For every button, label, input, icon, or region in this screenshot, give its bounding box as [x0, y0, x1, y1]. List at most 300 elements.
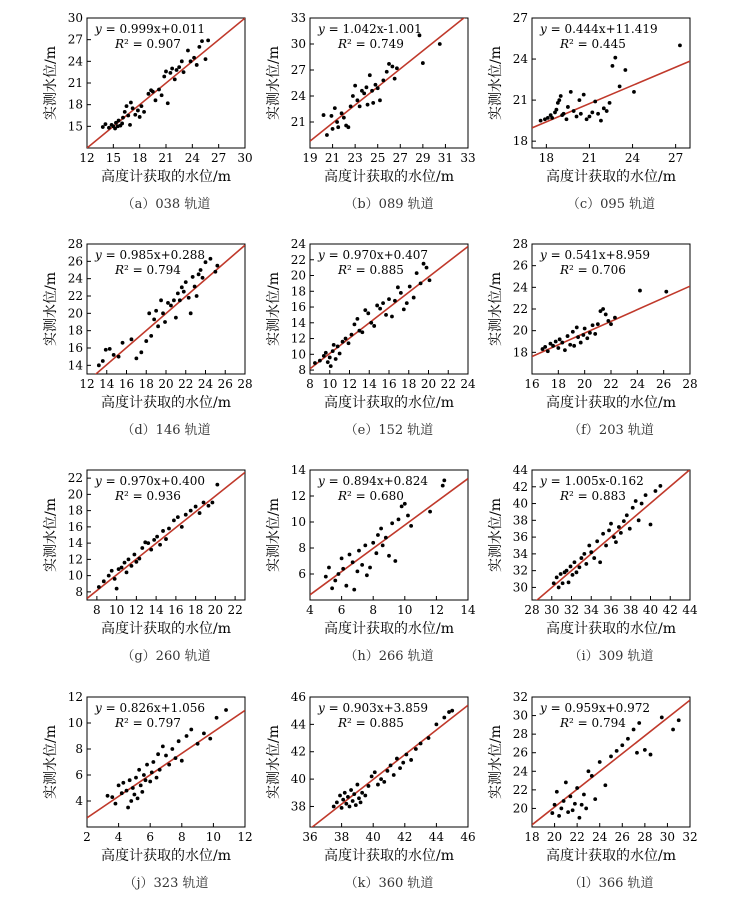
x-tick-label: 20 [158, 377, 174, 391]
data-point [677, 718, 681, 722]
data-point [107, 574, 111, 578]
data-point [649, 523, 653, 527]
chart-panel [487, 11, 690, 212]
x-axis-label: 高度计获取的水位/m [546, 848, 676, 864]
data-point [150, 771, 154, 775]
data-point [137, 768, 141, 772]
data-point [588, 115, 592, 119]
data-point [152, 318, 156, 322]
x-tick-label: 16 [168, 603, 184, 617]
x-axis-label: 高度计获取的水位/m [546, 395, 676, 411]
data-point [435, 722, 439, 726]
data-point [671, 728, 675, 732]
data-point [376, 86, 380, 90]
data-point [189, 509, 193, 513]
data-point [121, 341, 125, 345]
data-point [121, 781, 125, 785]
y-tick-label: 24 [290, 237, 306, 251]
data-point [351, 560, 355, 564]
x-tick-label: 18 [138, 377, 154, 391]
data-point [369, 321, 373, 325]
data-point [372, 324, 376, 328]
data-point [156, 752, 160, 756]
data-point [160, 93, 164, 97]
data-point [422, 262, 426, 266]
data-point [397, 518, 401, 522]
y-tick-label: 18 [512, 345, 528, 360]
data-point [393, 77, 397, 81]
data-point [117, 119, 121, 123]
data-point [399, 291, 403, 295]
data-point [381, 79, 385, 83]
data-point [374, 551, 378, 555]
data-point [572, 109, 576, 113]
x-tick-label: 28 [237, 377, 253, 391]
data-point [578, 565, 582, 569]
x-tick-label: 22 [440, 377, 456, 391]
x-tick-label: 27 [211, 151, 227, 165]
x-tick-label: 44 [682, 603, 698, 617]
x-tick-label: 28 [524, 603, 540, 617]
data-point [151, 90, 155, 94]
data-point [370, 89, 374, 93]
data-point [342, 116, 346, 120]
data-point [170, 67, 174, 71]
data-point [324, 351, 328, 355]
data-point [412, 296, 416, 300]
y-axis-label: 实测水位/m [43, 498, 59, 572]
data-point [414, 747, 418, 751]
y-tick-label: 16 [290, 300, 306, 315]
data-point [161, 311, 165, 315]
data-point [110, 569, 114, 573]
chart-caption: （g）260 轨道 [121, 649, 211, 664]
data-point [557, 98, 561, 102]
data-point [368, 73, 372, 77]
data-point [622, 519, 626, 523]
data-point [130, 337, 134, 341]
x-tick-label: 24 [460, 377, 476, 391]
x-tick-label: 10 [205, 830, 222, 844]
data-point [425, 266, 429, 270]
data-point [563, 348, 567, 352]
data-point [198, 511, 202, 515]
x-tick-label: 18 [401, 377, 417, 391]
y-tick-label: 22 [290, 252, 306, 267]
y-tick-label: 22 [512, 302, 528, 316]
data-point [382, 780, 386, 784]
data-point [390, 521, 394, 525]
data-point [632, 728, 636, 732]
data-point [649, 753, 653, 757]
data-point [191, 275, 195, 279]
data-point [336, 125, 340, 129]
fit-line [532, 61, 690, 128]
data-point [585, 336, 589, 340]
y-tick-label: 44 [290, 717, 306, 732]
data-point [138, 115, 142, 119]
data-point [169, 304, 173, 308]
y-tick-label: 8 [298, 363, 306, 378]
x-axis-label: 高度计获取的水位/m [324, 621, 454, 637]
y-tick-label: 30 [512, 580, 528, 595]
y-tick-label: 26 [67, 254, 83, 269]
x-axis-label: 高度计获取的水位/m [324, 848, 454, 864]
data-point [164, 70, 168, 74]
y-tick-label: 12 [290, 331, 306, 346]
x-tick-label: 20 [207, 603, 224, 617]
data-point [127, 557, 131, 561]
data-point [176, 515, 180, 519]
fit-equation: y = 1.042x-1.001 [318, 22, 422, 36]
data-point [125, 570, 129, 574]
x-tick-label: 15 [105, 151, 121, 165]
data-point [329, 364, 333, 368]
data-point [619, 531, 623, 535]
data-point [163, 320, 167, 324]
x-axis-label: 高度计获取的水位/m [324, 169, 454, 185]
data-point [575, 115, 579, 119]
data-point [401, 761, 405, 765]
y-tick-label: 10 [290, 347, 306, 362]
x-tick-label: 10 [397, 603, 413, 617]
y-tick-label: 30 [512, 708, 528, 723]
data-point [554, 340, 558, 344]
data-point [367, 784, 371, 788]
data-point [603, 783, 607, 787]
chart-panel [265, 463, 476, 664]
data-point [658, 484, 662, 488]
data-point [569, 565, 573, 569]
data-point [108, 347, 112, 351]
data-point [331, 349, 335, 353]
y-tick-label: 28 [512, 727, 528, 742]
fit-equation: y = 0.541x+8.959 [540, 248, 650, 262]
data-point [387, 297, 391, 301]
data-point [142, 773, 146, 777]
data-point [332, 343, 336, 347]
data-point [618, 85, 622, 89]
data-point [635, 751, 639, 755]
chart-caption: （e）152 轨道 [344, 423, 434, 438]
x-tick-label: 12 [128, 603, 145, 617]
data-point [591, 323, 595, 327]
x-tick-label: 18 [538, 151, 555, 165]
y-tick-label: 36 [512, 530, 528, 545]
data-point [379, 527, 383, 531]
data-point [133, 113, 137, 117]
data-point [356, 98, 360, 102]
data-point [602, 106, 606, 110]
data-point [161, 745, 165, 749]
data-point [177, 739, 181, 743]
data-point [335, 800, 339, 804]
data-point [185, 734, 189, 738]
data-point [601, 532, 605, 536]
data-point [553, 803, 557, 807]
data-point [559, 807, 563, 811]
data-point [376, 783, 380, 787]
data-point [609, 755, 613, 759]
y-axis-label: 实测水位/m [43, 46, 59, 120]
data-point [148, 780, 152, 784]
x-tick-label: 32 [682, 830, 698, 844]
x-tick-label: 2 [83, 830, 91, 844]
data-point [174, 756, 178, 760]
data-point [609, 322, 613, 326]
r-squared-label: R² = 0.907 [115, 37, 181, 51]
data-point [126, 806, 130, 810]
x-tick-label: 8 [306, 377, 314, 391]
data-point [415, 271, 419, 275]
data-point [337, 572, 341, 576]
y-tick-label: 16 [67, 341, 83, 355]
y-tick-label: 16 [67, 519, 83, 534]
r-squared-label: R² = 0.885 [338, 263, 404, 277]
x-tick-label: 18 [132, 151, 148, 165]
r-squared-label: R² = 0.706 [560, 263, 626, 277]
data-point [643, 748, 647, 752]
data-point [572, 344, 576, 348]
data-point [331, 127, 335, 131]
y-tick-label: 28 [67, 237, 83, 251]
data-point [186, 49, 190, 53]
data-point [341, 340, 345, 344]
fit-equation: y = 0.894x+0.824 [318, 474, 428, 488]
data-point [579, 556, 583, 560]
data-point [565, 569, 569, 573]
x-tick-label: 26 [217, 377, 233, 391]
data-point [142, 110, 146, 114]
y-tick-label: 27 [512, 11, 528, 25]
chart-panel [42, 237, 253, 438]
x-tick-label: 4 [114, 830, 123, 844]
data-point [158, 768, 162, 772]
data-point [101, 359, 105, 363]
data-point [427, 736, 431, 740]
data-point [409, 524, 413, 528]
data-point [543, 345, 547, 349]
x-tick-label: 36 [302, 830, 318, 844]
y-tick-label: 21 [67, 76, 83, 90]
data-point [120, 791, 124, 795]
data-point [328, 356, 332, 360]
x-tick-label: 46 [460, 830, 476, 844]
data-point [348, 553, 352, 557]
data-point [152, 538, 156, 542]
data-point [166, 301, 170, 305]
r-squared-label: R² = 0.885 [338, 716, 404, 730]
data-point [579, 341, 583, 345]
data-point [637, 721, 641, 725]
data-point [573, 802, 577, 806]
x-tick-label: 36 [603, 603, 619, 617]
y-tick-label: 26 [512, 745, 528, 760]
x-tick-label: 20 [546, 830, 563, 844]
x-tick-label: 12 [79, 377, 95, 391]
data-point [121, 116, 125, 120]
data-point [615, 749, 619, 753]
data-point [390, 315, 394, 319]
data-point [637, 518, 641, 522]
data-point [357, 549, 361, 553]
x-tick-label: 14 [148, 603, 164, 617]
data-point [115, 587, 119, 591]
data-point [582, 93, 586, 97]
y-tick-label: 20 [290, 268, 306, 283]
data-point [192, 56, 196, 60]
data-point [405, 301, 409, 305]
y-tick-label: 24 [512, 52, 528, 67]
data-point [167, 763, 171, 767]
data-point [129, 799, 133, 803]
x-tick-label: 14 [361, 377, 377, 391]
x-tick-label: 24 [184, 151, 200, 165]
y-tick-label: 32 [512, 690, 528, 704]
data-point [576, 335, 580, 339]
data-point [428, 510, 432, 514]
data-point [213, 270, 217, 274]
data-point [613, 316, 617, 320]
y-axis-label: 实测水位/m [43, 725, 59, 799]
data-point [147, 311, 151, 315]
data-point [393, 299, 397, 303]
data-point [356, 317, 360, 321]
r-squared-label: R² = 0.797 [115, 716, 181, 730]
data-point [559, 572, 563, 576]
data-point [178, 298, 182, 302]
x-tick-label: 21 [324, 151, 341, 165]
data-point [599, 119, 603, 123]
data-point [195, 63, 199, 67]
x-tick-label: 20 [577, 377, 593, 391]
data-point [330, 114, 334, 118]
chart-panel [265, 237, 476, 438]
data-point [582, 793, 586, 797]
data-point [596, 322, 600, 326]
data-point [561, 581, 565, 585]
data-point [613, 56, 617, 60]
data-point [660, 716, 664, 720]
data-point [335, 120, 339, 124]
data-point [371, 101, 375, 105]
data-point [392, 773, 396, 777]
r-squared-label: R² = 0.936 [115, 489, 181, 503]
y-tick-label: 8 [75, 584, 83, 599]
x-tick-label: 12 [79, 151, 95, 165]
data-point [351, 94, 355, 98]
data-point [134, 357, 138, 361]
data-point [102, 579, 106, 583]
data-point [664, 290, 668, 294]
y-tick-label: 22 [67, 471, 83, 486]
y-tick-label: 24 [67, 54, 83, 69]
x-tick-label: 31 [437, 151, 454, 165]
data-point [578, 98, 582, 102]
data-point [442, 716, 446, 720]
data-point [578, 816, 582, 820]
x-tick-label: 12 [237, 830, 253, 844]
data-point [343, 791, 347, 795]
data-point [587, 769, 591, 773]
data-point [557, 586, 561, 590]
data-point [326, 360, 330, 364]
chart-panel [42, 690, 253, 891]
x-tick-label: 6 [146, 830, 155, 844]
data-point [104, 122, 108, 126]
data-point [114, 802, 118, 806]
fit-equation: y = 1.005x-0.162 [540, 474, 644, 488]
x-tick-label: 30 [544, 603, 560, 617]
data-point [131, 106, 135, 110]
data-point [379, 777, 383, 781]
data-point [184, 513, 188, 517]
x-tick-label: 42 [397, 830, 413, 844]
data-point [204, 57, 208, 61]
data-point [340, 806, 344, 810]
data-point [580, 803, 584, 807]
y-tick-label: 33 [290, 11, 306, 25]
r-squared-label: R² = 0.445 [560, 37, 626, 51]
chart-caption: （h）266 轨道 [344, 649, 434, 664]
data-point [341, 798, 345, 802]
data-point [620, 743, 624, 747]
data-point [161, 529, 165, 533]
data-point [336, 345, 340, 349]
data-point [187, 296, 191, 300]
data-point [625, 513, 629, 517]
data-point [346, 125, 350, 129]
y-tick-label: 21 [512, 93, 528, 108]
y-tick-label: 18 [290, 284, 306, 299]
data-point [180, 759, 184, 763]
data-point [327, 566, 331, 570]
y-axis-label: 实测水位/m [266, 498, 282, 572]
x-tick-label: 8 [177, 830, 186, 844]
x-tick-label: 22 [227, 603, 243, 617]
y-tick-label: 14 [290, 463, 306, 477]
fit-equation: y = 0.444x+11.419 [540, 22, 658, 36]
x-tick-label: 27 [392, 151, 408, 165]
x-tick-label: 4 [306, 603, 314, 617]
x-tick-label: 10 [108, 603, 125, 617]
x-tick-label: 14 [99, 377, 115, 391]
data-point [194, 505, 198, 509]
data-point [356, 783, 360, 787]
data-point [402, 307, 406, 311]
data-point [140, 790, 144, 794]
data-point [106, 794, 110, 798]
data-point [180, 525, 184, 529]
data-point [134, 776, 138, 780]
y-tick-label: 12 [290, 489, 306, 503]
data-point [568, 343, 572, 347]
data-point [395, 757, 399, 761]
data-point [626, 737, 630, 741]
data-point [398, 766, 402, 770]
data-point [608, 101, 612, 105]
x-tick-label: 27 [667, 151, 684, 165]
x-axis-label: 高度计获取的水位/m [546, 621, 676, 637]
x-tick-label: 34 [583, 603, 599, 617]
data-point [193, 285, 197, 289]
x-tick-label: 40 [365, 830, 381, 844]
data-point [385, 70, 389, 74]
data-point [575, 786, 579, 790]
data-point [607, 528, 611, 532]
data-point [584, 807, 588, 811]
data-point [146, 541, 150, 545]
